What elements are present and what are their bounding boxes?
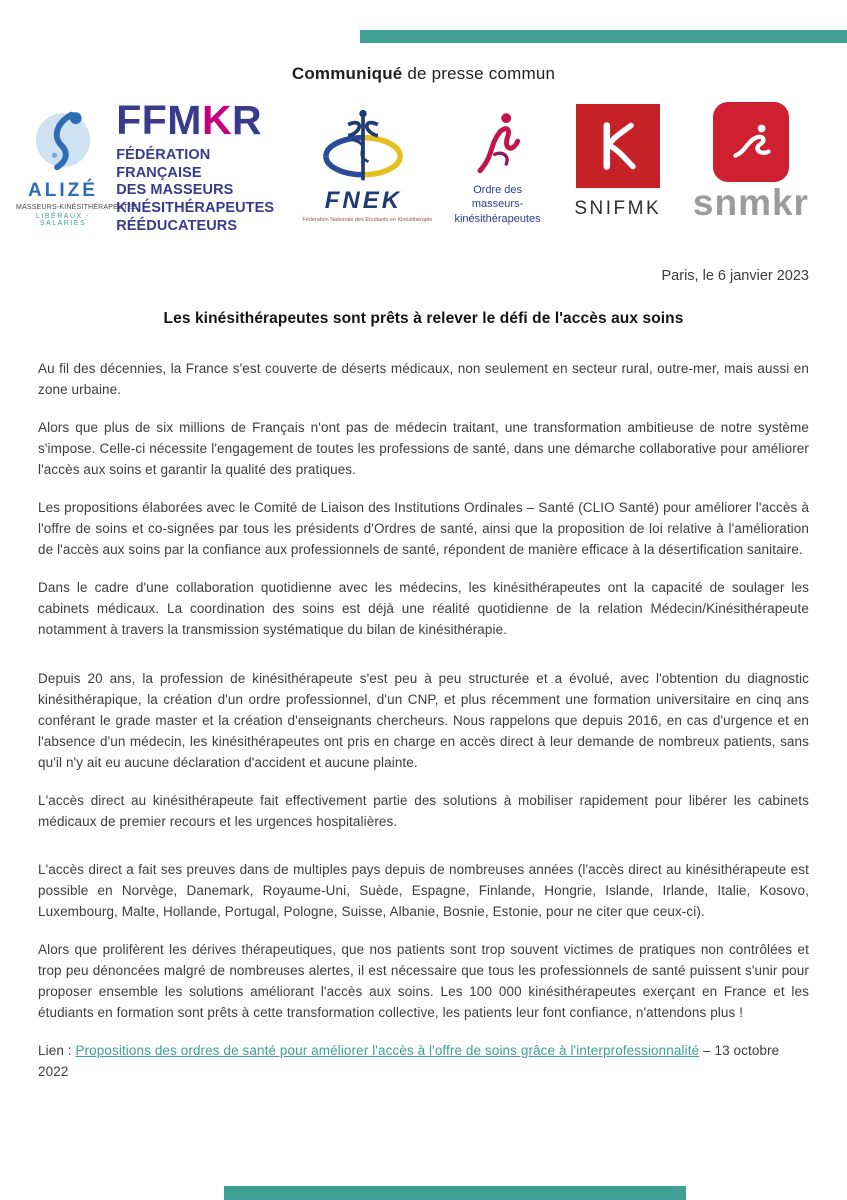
body-paragraph-8: Alors que prolifèrent les dérives thérapeutiques, que nos patients sont trop souvent victimes de pratiques non contrôlées et trop peu dénoncées malgré de nombreuses alertes, il est nécessaire que tous les professionnels de santé puissent s'unir pour proposer ensemble les solutions améliorant l'accès aux soins. Les 100 000 kinésithérapeutes exerçant en France et les étudiants en formation sont prêts à cette transformation collective, les patients leur font confiance, n'attendons plus ! — [38, 941, 809, 1021]
bottom-accent-bar — [224, 1186, 686, 1200]
ffmkr-ffm: FFM — [116, 97, 202, 143]
ordre-figure-icon — [465, 110, 531, 174]
body-paragraph-2: Alors que plus de six millions de Français n'ont pas de médecin traitant, une transformation ambitieuse de notre système s'impose. Celle-ci nécessite l'engagement de toutes les professions de santé, dans une démarche collaborative pour améliorer l'accès aux soins et garantir la qualité des pratiques. — [38, 420, 809, 478]
logo-ffmkr — [116, 97, 296, 235]
alize-subtitle-2: LIBÉRAUX - SALARIÉS — [36, 213, 90, 227]
alize-wordmark: ALIZÉ — [28, 180, 98, 201]
link-suffix: – 13 octobre 2022 — [38, 1043, 780, 1080]
link-line — [38, 1040, 809, 1082]
logo-alize — [16, 100, 138, 227]
body-paragraph-6: L'accès direct au kinésithérapeute fait effectivement partie des solutions à mobiliser rapidement pour libérer les cabinets médicaux de premier recours et les urgences hospitalières. — [38, 792, 809, 829]
top-accent-bar — [360, 30, 847, 43]
link-propositions-ordres-sante[interactable]: Propositions des ordres de santé pour améliorer l'accès à l'offre de soins grâce à l'interprofessionnalité — [75, 1043, 700, 1059]
ordre-line-1: Ordre des — [473, 184, 523, 196]
body-paragraph-4: Dans le cadre d'une collaboration quotidienne avec les médecins, les kinésithérapeutes ont la capacité de soulager les cabinets médicaux. La coordination des soins est déjà une réalité quotidienne de la relation Médecin/Kinésithérapeute notamment à travers la transmission systématique du bilan de kinésithérapie. — [38, 580, 809, 638]
snmkr-wordmark: snmkr — [692, 182, 809, 223]
snmkr-mark — [713, 102, 789, 182]
document-title-rest: de presse commun — [402, 64, 556, 83]
ffmkr-r: R — [232, 97, 263, 143]
snifmk-wordmark: SNIFMK — [574, 198, 662, 219]
fnek-caduceus-icon — [307, 108, 419, 184]
ffmkr-wordmark — [116, 97, 296, 143]
headline: Les kinésithérapeutes sont prêts à relever le défi de l'accès aux soins — [163, 310, 684, 327]
dateline: Paris, le 6 janvier 2023 — [661, 268, 809, 284]
body-paragraph-7: L'accès direct a fait ses preuves dans de multiples pays depuis de nombreuses années (l'accès direct au kinésithérapeute est possible en Norvège, Danemark, Royaume-Uni, Suède, Espagne, Finlande, Hongrie, Islande, Irlande, Italie, Kosovo, Luxembourg, Malte, Hollande, Portugal, Pologne, Suisse, Albanie, Bosnie, Estonie, pour ne citer que ceux-ci). — [38, 861, 809, 919]
snifmk-mark — [576, 104, 660, 188]
fnek-wordmark: FNEK — [324, 187, 403, 214]
ffmkr-full-name — [116, 147, 296, 235]
ffmkr-line-3: KINÉSITHÉRAPEUTES — [116, 200, 275, 217]
logo-ordre-mk — [431, 100, 565, 226]
alize-figure-icon — [29, 108, 97, 174]
logo-snifmk — [571, 100, 665, 220]
ordre-line-2: masseurs-kinésithérapeutes — [454, 198, 541, 225]
ffmkr-k: K — [201, 97, 233, 143]
document-title-bold: Communiqué — [291, 64, 403, 83]
ordre-label — [431, 183, 565, 226]
snmkr-mark-icon — [722, 113, 780, 171]
logo-snmkr — [671, 100, 831, 224]
fnek-caption: Fédération Nationale des Etudiants en Kinésithérapie — [302, 217, 433, 223]
document-title — [0, 64, 847, 84]
link-prefix: Lien : — [38, 1043, 76, 1059]
alize-subtitle: MASSEURS-KINÉSITHÉRAPEUTES — [16, 204, 138, 211]
body-paragraph-1: Au fil des décennies, la France s'est couverte de déserts médicaux, non seulement en secteur rural, outre-mer, mais aussi en zone urbaine. — [38, 361, 809, 398]
press-release-body — [0, 358, 847, 1082]
logo-fnek — [302, 100, 433, 223]
ffmkr-line-1: FÉDÉRATION FRANÇAISE — [116, 147, 211, 181]
snifmk-k-icon — [590, 118, 646, 174]
body-paragraph-3: Les propositions élaborées avec le Comité de Liaison des Institutions Ordinales – Santé (CLIO Santé) pour améliorer l'accès à l'offre de soins et co-signées par tous les présidents d'Ordres de santé, ainsi que la proposition de loi relative à l'amélioration de l'accès aux soins par la confiance aux professionnels de santé, répondent de manière efficace à la désertification sanitaire. — [38, 500, 809, 558]
ffmkr-line-4: RÉÉDUCATEURS — [116, 217, 238, 234]
body-paragraph-5: Depuis 20 ans, la profession de kinésithérapeute s'est peu à peu structurée et a évolué, avec l'obtention du diagnostic kinésithérapique, la création d'un ordre professionnel, d'un CNP, et plus récemment une formation universitaire en cinq ans conférant le grade master et la création d'enseignants chercheurs. Nous rappelons que depuis 2016, en cas d'urgence et en l'absence d'un médecin, les kinésithérapeutes ont pris en charge en accès direct à leur demande de nombreux patients, sans qu'il n'y ait eu aucune déclaration d'accident et aucune plainte. — [38, 670, 809, 770]
logo-row — [0, 97, 847, 252]
ffmkr-line-2: DES MASSEURS — [116, 182, 234, 199]
